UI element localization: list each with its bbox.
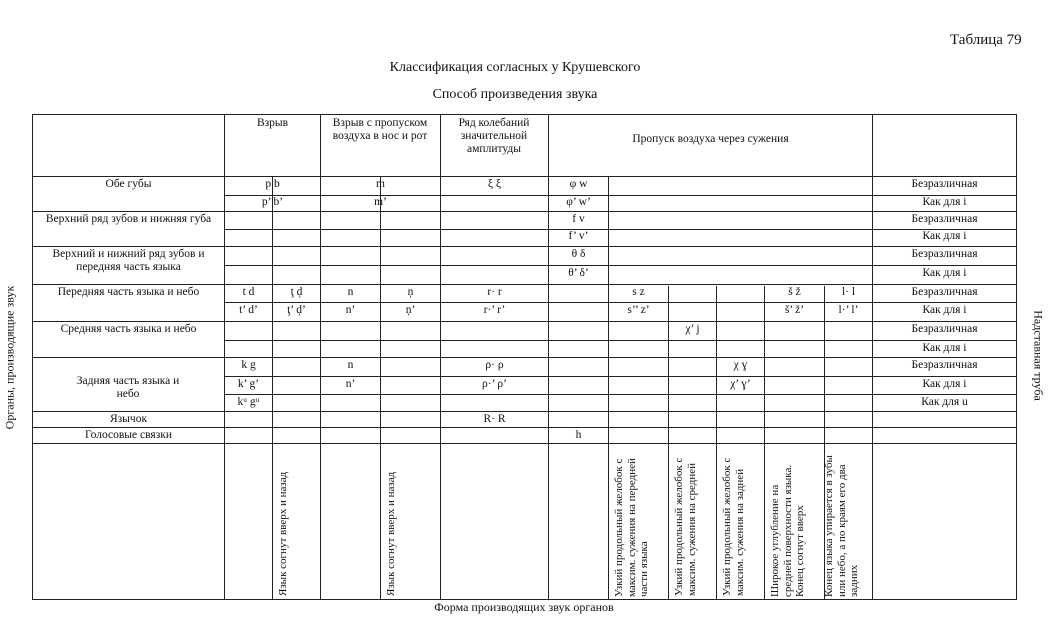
cell-sound: h	[575, 429, 582, 441]
cell-sound: p’ b’	[261, 196, 284, 208]
header-nasal: Взрыв с пропуском воздуха в нос и рот	[332, 117, 428, 142]
organ-labiodental: Верхний ряд зубов и нижняя губа	[45, 213, 212, 225]
cell-sound: ţ’ ḑ’	[287, 304, 306, 316]
grid-line	[32, 211, 1017, 212]
cell-sound: θ’ δ’	[568, 267, 589, 279]
cell-like-i: Как для i	[922, 267, 967, 279]
table-number: Таблица 79	[950, 32, 1022, 48]
grid-line	[224, 394, 1017, 395]
cell-sound: n	[347, 286, 354, 298]
header-vibrant: Ряд колебаний значительной амплитуды	[458, 117, 530, 155]
cell-sound: n’	[345, 304, 356, 316]
cell-sound: θ δ	[571, 248, 586, 260]
cell-sound: t’ d’	[239, 304, 258, 316]
cell-sound: k g	[241, 359, 256, 371]
cell-indifferent: Безразличная	[911, 213, 978, 225]
cell-like-i: Как для i	[922, 230, 967, 242]
cell-sound: k’ g’	[237, 378, 260, 390]
grid-line	[32, 246, 1017, 247]
grid-line	[224, 265, 1017, 266]
cell-sound: r· r	[487, 286, 502, 298]
grid-line	[272, 176, 273, 600]
cell-indifferent: Безразличная	[911, 286, 978, 298]
grid-line	[32, 357, 1017, 358]
cell-indifferent: Безразличная	[911, 323, 978, 335]
cell-like-u: Как для u	[921, 396, 968, 408]
cell-like-i: Как для i	[922, 342, 967, 354]
cell-like-i: Как для i	[922, 304, 967, 316]
cell-sound: s z	[632, 286, 645, 298]
cell-sound: χ’ ɣ’	[730, 378, 751, 390]
cell-indifferent: Безразличная	[911, 178, 978, 190]
classification-table	[32, 114, 1017, 600]
cell-like-i: Как для i	[922, 196, 967, 208]
cell-sound: f v	[572, 213, 585, 225]
cell-sound: t d	[242, 286, 255, 298]
cell-sound: m	[376, 178, 385, 190]
cell-sound: l·’ l’	[838, 304, 859, 316]
cell-sound: φ w	[569, 178, 588, 190]
cell-sound: ņ	[407, 286, 414, 298]
cell-sound: ρ· ρ	[485, 359, 504, 371]
footer-label: Форма производящих звук органов	[434, 600, 614, 614]
cell-sound: χ’ j	[685, 323, 700, 335]
grid-line	[32, 427, 1017, 428]
cell-sound: ρ·’ ρ’	[482, 378, 507, 390]
cell-sound: ţ ḑ	[290, 286, 303, 298]
grid-line	[224, 376, 1017, 377]
grid-line	[224, 302, 1017, 303]
grid-line	[32, 284, 1017, 285]
shape-note: Широкое углубление на средней поверхности языка. Конец согнут вверх	[769, 464, 806, 597]
cell-sound: r·’ r’	[483, 304, 506, 316]
organ-glottis: Голосовые связки	[85, 429, 172, 441]
organ-interdental: Верхний и нижний ряд зубов и передняя часть языка	[52, 248, 205, 273]
cell-sound: f’ v’	[568, 230, 589, 242]
cell-sound: š’ ž’	[784, 304, 805, 316]
cell-sound: s’’ z’	[627, 304, 650, 316]
cell-sound: kᵘ gᵘ	[237, 396, 260, 408]
shape-note: Язык согнут вверх и назад	[277, 471, 289, 596]
shape-note: Узкий продольный желобок с максим. сужения на задней	[721, 457, 746, 596]
cell-sound: p b	[265, 178, 280, 190]
grid-line	[32, 411, 1017, 412]
organ-lips: Обе губы	[105, 178, 152, 190]
cell-sound: R· R	[483, 413, 506, 425]
organ-middle: Средняя часть языка и небо	[60, 323, 197, 335]
cell-sound: m’	[374, 196, 387, 208]
cell-sound: ņ’	[405, 304, 416, 316]
border-top	[32, 114, 1017, 115]
grid-line	[380, 176, 381, 600]
grid-line	[224, 340, 1017, 341]
cell-sound: n’	[345, 378, 356, 390]
cell-sound: χ ɣ	[733, 359, 748, 371]
table-subtitle: Способ произведения звука	[432, 87, 598, 102]
shape-note: Узкий продольный желобок с максим. сужения на передней части языка	[613, 458, 650, 597]
shape-note: Узкий продольный желобок с максим. сужения на средней	[673, 457, 698, 596]
organ-uvula: Язычок	[109, 413, 148, 425]
grid-line	[32, 443, 1017, 444]
right-axis-label: Надставная труба	[1031, 310, 1046, 401]
header-constriction: Пропуск воздуха через сужения	[632, 133, 789, 145]
organ-front: Передняя часть языка и небо	[57, 286, 200, 298]
grid-line	[32, 176, 1017, 177]
cell-sound: n	[347, 359, 354, 371]
grid-line	[608, 176, 609, 600]
cell-sound: φ’ w’	[566, 196, 591, 208]
cell-sound: š ž	[788, 286, 801, 298]
organ-back: Задняя часть языка и небо	[76, 375, 180, 400]
header-plosive: Взрыв	[256, 117, 289, 129]
cell-indifferent: Безразличная	[911, 248, 978, 260]
table-title: Классификация согласных у Крушевского	[389, 60, 641, 75]
cell-sound: ξ ξ	[487, 178, 502, 190]
left-axis-label: Органы, производящие звук	[2, 285, 17, 430]
shape-note: Конец языка упирается в зубы или небо, а по краям его два задних	[823, 455, 860, 597]
shape-note: Язык согнут вверх и назад	[385, 471, 397, 596]
border-bottom	[32, 599, 1017, 600]
grid-line	[32, 321, 1017, 322]
cell-like-i: Как для i	[922, 378, 967, 390]
cell-sound: l· l	[841, 286, 856, 298]
cell-indifferent: Безразличная	[911, 359, 978, 371]
